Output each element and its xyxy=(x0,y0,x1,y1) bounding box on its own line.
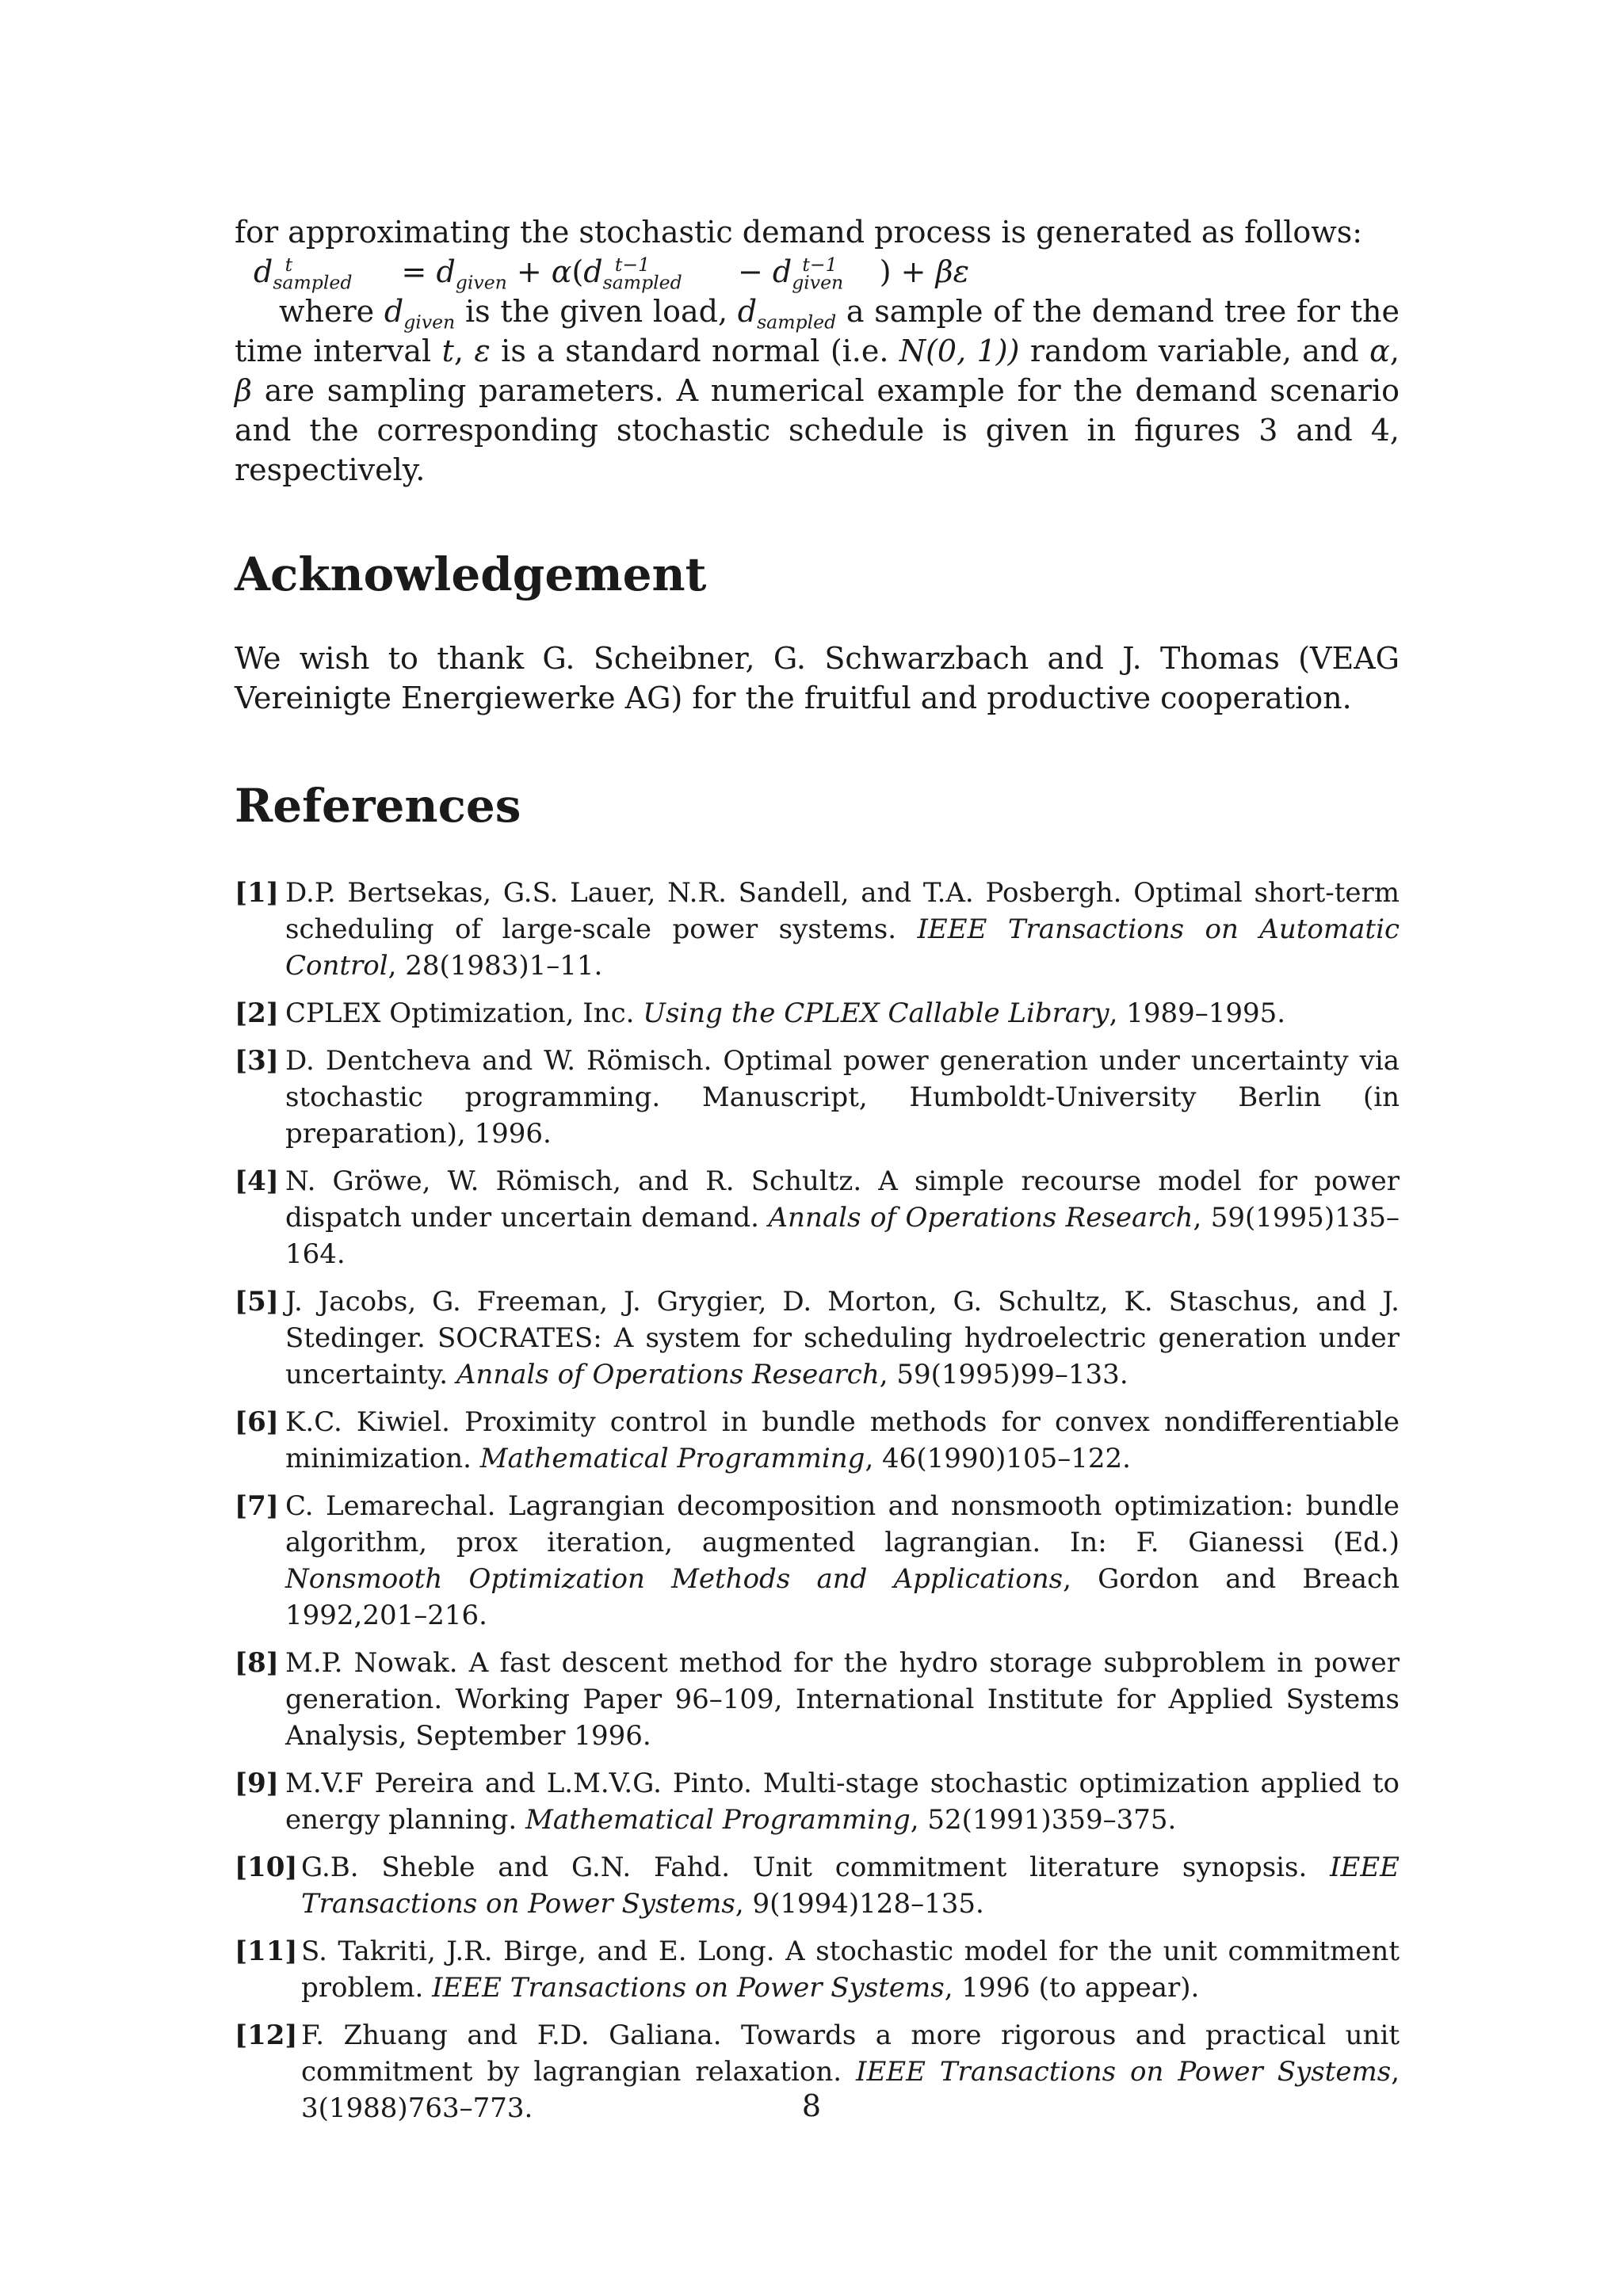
reference-item: [12] F. Zhuang and F.D. Galiana. Towards a more rigorous and practical unit commitment by lagrangian relaxation. IEEE Transactions on Power Systems, 3(1988)763–773. xyxy=(235,2019,1400,2124)
reference-item: [11] S. Takriti, J.R. Birge, and E. Long. A stochastic model for the unit commitment problem. IEEE Transactions on Power Systems, 1996 (to appear). xyxy=(235,1936,1400,2004)
reference-item: [6] K.C. Kiwiel. Proximity control in bundle methods for convex nondifferentiable minimization. Mathematical Programming, 46(1990)105–122. xyxy=(235,1406,1400,1474)
reference-item: [8] M.P. Nowak. A fast descent method for the hydro storage subproblem in power generation. Working Paper 96–109, International Institute for Applied Systems Analysis, September 1996. xyxy=(235,1647,1400,1752)
acknowledgement-text: We wish to thank G. Scheibner, G. Schwarzbach and J. Thomas (VEAG Vereinigte Energiewerke AG) for the fruitful and productive cooperation. xyxy=(235,641,1400,715)
intro-line: for approximating the stochastic demand process is generated as follows: xyxy=(235,215,1363,250)
reference-item: [1] D.P. Bertsekas, G.S. Lauer, N.R. Sandell, and T.A. Posbergh. Optimal short-term scheduling of large-scale power systems. IEEE Transactions on Automatic Control, 28(1983)1–11. xyxy=(235,877,1400,982)
page-content xyxy=(235,212,1400,2138)
intro-paragraph: where $d_{given}$ is the given load, $d_{sampled}$ a sample of the demand tree for the time interval t, ε is a standard normal (i.e. N(0, 1)) random variable, and α, β are sampling parameters. A numerical example for the demand scenario and the corresponding stochastic schedule is given in figures 3 and 4, respectively. xyxy=(235,294,1400,487)
reference-list xyxy=(235,875,1400,2126)
reference-item: [5] J. Jacobs, G. Freeman, J. Grygier, D. Morton, G. Schultz, K. Staschus, and J. Stedinger. SOCRATES: A system for scheduling hydroelectric generation under uncertainty. Annals of Operations Research, 59(1995)99–133. xyxy=(235,1286,1400,1390)
reference-item: [4] N. Gröwe, W. Römisch, and R. Schultz. A simple recourse model for power dispatch under uncertain demand. Annals of Operations Research, 59(1995)135–164. xyxy=(235,1165,1400,1270)
reference-item: [7] C. Lemarechal. Lagrangian decomposition and nonsmooth optimization: bundle algorithm, prox iteration, augmented lagrangian. In: F. Gianessi (Ed.) Nonsmooth Optimization Methods and Applications, Gordon and Breach 1992,201–216. xyxy=(235,1490,1400,1631)
reference-item: [10] G.B. Sheble and G.N. Fahd. Unit commitment literature synopsis. IEEE Transactions on Power Systems, 9(1994)128–135. xyxy=(235,1852,1400,1920)
reference-item: [9] M.V.F Pereira and L.M.V.G. Pinto. Multi-stage stochastic optimization applied to energy planning. Mathematical Programming, 52(1991)359–375. xyxy=(235,1768,1400,1836)
reference-item: [3] D. Dentcheva and W. Römisch. Optimal power generation under uncertainty via stochastic programming. Manuscript, Humboldt-University Berlin (in preparation), 1996. xyxy=(235,1045,1400,1150)
demand-equation: $d_{sampled}^t = d_{given} + \alpha(d_{sampled}^{t-1} - d_{given}^{t-1}$ ) + βε xyxy=(254,254,969,294)
page-number: 8 xyxy=(801,2088,822,2123)
references-heading: References xyxy=(235,779,521,833)
acknowledgement-heading: Acknowledgement xyxy=(235,547,707,601)
reference-item: [2] CPLEX Optimization, Inc. Using the CPLEX Callable Library, 1989–1995. xyxy=(235,997,1286,1029)
